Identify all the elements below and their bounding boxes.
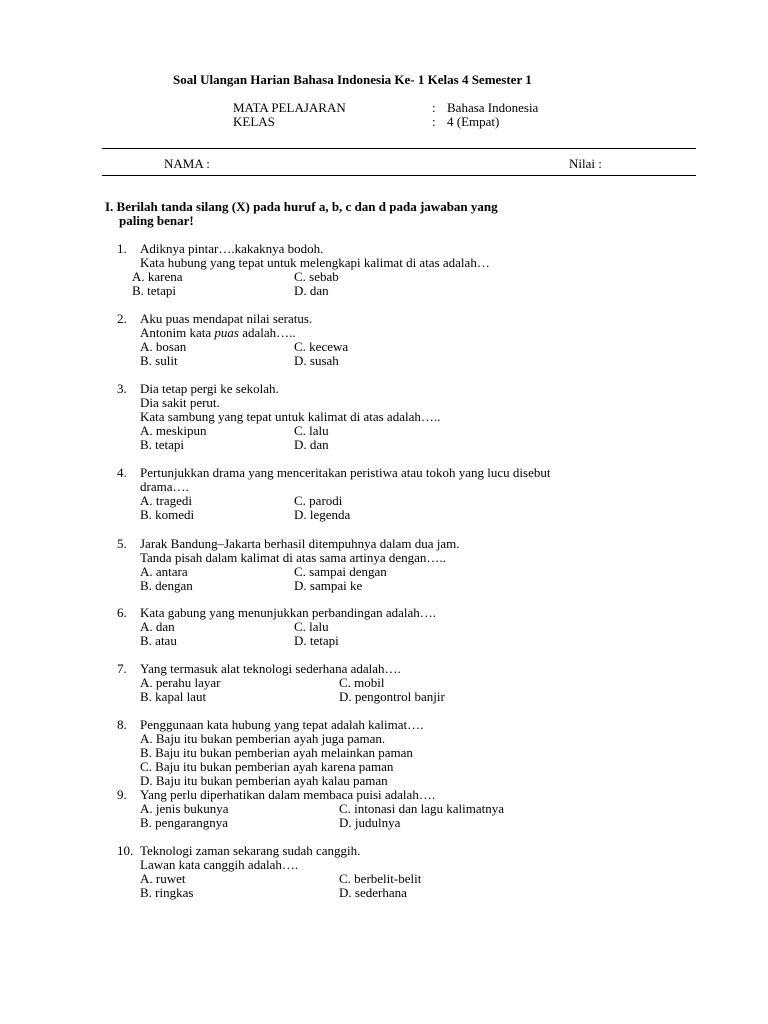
option-a[interactable]: A. dan — [140, 619, 175, 634]
option-c[interactable]: C. intonasi dan lagu kalimatnya — [339, 801, 504, 816]
option-d[interactable]: D. dan — [294, 283, 329, 298]
option-a[interactable]: A. perahu layar — [140, 675, 221, 690]
divider-bottom — [102, 175, 696, 176]
option-d[interactable]: D. susah — [294, 353, 339, 368]
option-d[interactable]: D. pengontrol banjir — [339, 689, 445, 704]
option-b[interactable]: B. Baju itu bukan pemberian ayah melainkan paman — [140, 745, 413, 760]
question-stem: Penggunaan kata hubung yang tepat adalah kalimat…. — [140, 717, 424, 732]
option-c[interactable]: C. sampai dengan — [294, 564, 387, 579]
question-stem: Aku puas mendapat nilai seratus. — [140, 311, 313, 326]
option-d[interactable]: D. judulnya — [339, 815, 401, 830]
question-stem: Lawan kata canggih adalah…. — [140, 857, 299, 872]
option-a[interactable]: A. tragedi — [140, 493, 192, 508]
option-b[interactable]: B. pengarangnya — [140, 815, 229, 830]
option-d[interactable]: D. legenda — [294, 507, 351, 522]
option-b[interactable]: B. tetapi — [140, 437, 185, 452]
question-number: 7. — [117, 661, 127, 676]
option-d[interactable]: D. dan — [294, 437, 329, 452]
option-b[interactable]: B. ringkas — [140, 885, 194, 900]
question-stem: Dia sakit perut. — [140, 395, 220, 410]
class-colon: : — [432, 114, 436, 129]
option-a[interactable]: A. ruwet — [140, 871, 186, 886]
option-c[interactable]: C. lalu — [294, 619, 329, 634]
question-stem: Kata gabung yang menunjukkan perbandingan adalah…. — [140, 605, 437, 620]
subject-value: Bahasa Indonesia — [447, 100, 539, 115]
score-label: Nilai : — [569, 156, 602, 171]
question-stem: Yang perlu diperhatikan dalam membaca puisi adalah…. — [140, 787, 436, 802]
option-c[interactable]: C. lalu — [294, 423, 329, 438]
section-instruction-line2: paling benar! — [119, 213, 194, 228]
question-stem: drama…. — [140, 479, 189, 494]
name-label: NAMA : — [164, 156, 210, 171]
question-stem: Tanda pisah dalam kalimat di atas sama artinya dengan….. — [140, 550, 446, 565]
option-b[interactable]: B. kapal laut — [140, 689, 207, 704]
question-number: 4. — [117, 465, 127, 480]
option-d[interactable]: D. Baju itu bukan pemberian ayah kalau paman — [140, 773, 388, 788]
option-d[interactable]: D. sampai ke — [294, 578, 363, 593]
option-c[interactable]: C. sebab — [294, 269, 339, 284]
question-stem — [140, 326, 296, 340]
option-c[interactable]: C. parodi — [294, 493, 343, 508]
question-number: 8. — [117, 717, 127, 732]
option-a[interactable]: A. karena — [132, 269, 183, 284]
question-number: 3. — [117, 381, 127, 396]
option-a[interactable]: A. Baju itu bukan pemberian ayah juga paman. — [140, 731, 386, 746]
option-b[interactable]: B. sulit — [140, 353, 178, 368]
option-b[interactable]: B. atau — [140, 633, 177, 648]
question-stem: Pertunjukkan drama yang menceritakan peristiwa atau tokoh yang lucu disebut — [140, 465, 551, 480]
option-b[interactable]: B. dengan — [140, 578, 193, 593]
question-stem: Adiknya pintar….kakaknya bodoh. — [140, 241, 324, 256]
question-number: 9. — [117, 787, 127, 802]
class-label: KELAS — [233, 114, 275, 129]
page-title: Soal Ulangan Harian Bahasa Indonesia Ke- 1 Kelas 4 Semester 1 — [173, 72, 532, 87]
option-a[interactable]: A. meskipun — [140, 423, 207, 438]
question-number: 10. — [117, 843, 134, 858]
question-stem: Kata sambung yang tepat untuk kalimat di atas adalah….. — [140, 409, 441, 424]
question-number: 6. — [117, 605, 127, 620]
question-stem: Yang termasuk alat teknologi sederhana adalah…. — [140, 661, 401, 676]
question-stem: Dia tetap pergi ke sekolah. — [140, 381, 279, 396]
subject-label: MATA PELAJARAN — [233, 100, 346, 115]
question-number: 1. — [117, 241, 127, 256]
option-d[interactable]: D. sederhana — [339, 885, 407, 900]
option-d[interactable]: D. tetapi — [294, 633, 339, 648]
question-stem: Jarak Bandung–Jakarta berhasil ditempuhnya dalam dua jam. — [140, 536, 460, 551]
option-a[interactable]: A. jenis bukunya — [140, 801, 229, 816]
divider-top — [102, 148, 696, 149]
stem-text: adalah….. — [238, 325, 296, 340]
stem-italic-word: puas — [214, 325, 239, 340]
option-b[interactable]: B. tetapi — [132, 283, 177, 298]
option-c[interactable]: C. berbelit-belit — [339, 871, 422, 886]
option-a[interactable]: A. antara — [140, 564, 188, 579]
option-b[interactable]: B. komedi — [140, 507, 195, 522]
question-stem: Kata hubung yang tepat untuk melengkapi kalimat di atas adalah… — [140, 255, 490, 270]
question-number: 5. — [117, 536, 127, 551]
option-a[interactable]: A. bosan — [140, 339, 187, 354]
stem-text: Antonim kata — [140, 325, 215, 340]
section-instruction-line1: I. Berilah tanda silang (X) pada huruf a, b, c dan d pada jawaban yang — [105, 199, 498, 214]
option-c[interactable]: C. Baju itu bukan pemberian ayah karena paman — [140, 759, 394, 774]
question-number: 2. — [117, 311, 127, 326]
option-c[interactable]: C. kecewa — [294, 339, 349, 354]
question-stem: Teknologi zaman sekarang sudah canggih. — [140, 843, 361, 858]
subject-colon: : — [432, 100, 436, 115]
option-c[interactable]: C. mobil — [339, 675, 385, 690]
class-value: 4 (Empat) — [447, 114, 500, 129]
